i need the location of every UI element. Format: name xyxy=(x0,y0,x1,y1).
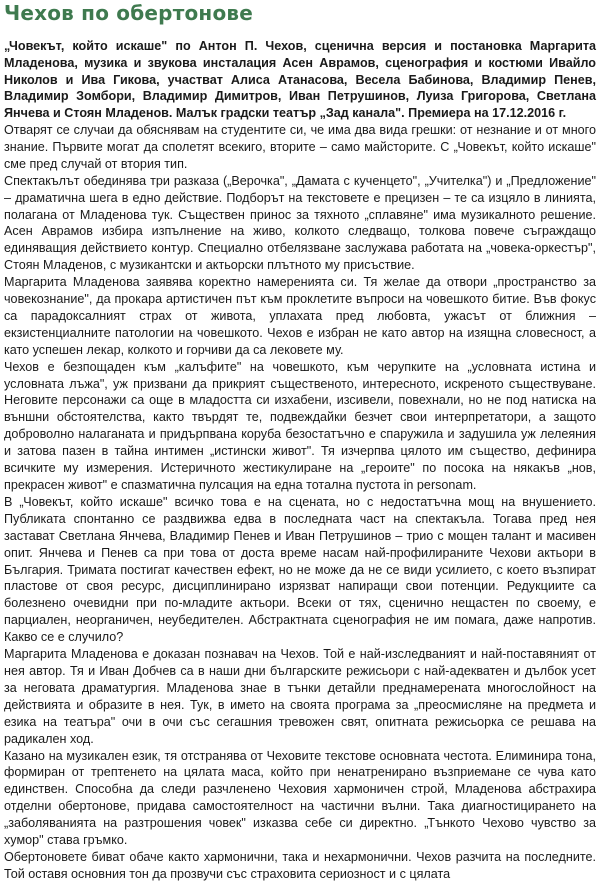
paragraph-6: Маргарита Младенова е доказан познавач на Чехов. Той е най-изследваният и най-поставяният от нея автор. Тя и Иван Добчев са в наши дни българските режисьори с най-адекватен и дълбок усет за неговата драматургия. Младенова знае в тънки детайли преднамерената многослойност на действията и образите в нея. Тук, в името на своята програма за „преосмисляне на предмета и езика на театъра" очи в очи със сегашния тревожен свят, опитната режисьорка се решава на радикален ход. xyxy=(4,647,596,746)
article xyxy=(4,0,596,883)
paragraph-4: Чехов е безпощаден към „калъфите" на човешкото, към черупките на „условната истина и условната лъжа", уж призвани да прикрият същественото, интересното, искреното съществуване. Неговите персонажи са още в младостта си изхабени, изсивели, повехнали, но не под натиска на външни обстоятелства, както твърдят те, подвеждайки безчет свои интерпретатори, а защото доброволно налаганата и придърпвана коруба безостатъчно е спаружила и задушила уж лелеяния и затова пазен в тайна интимен „истински живот". Тя изчерпва цялото им същество, дефинира всичките му измерения. Истеричното жестикулиране на „героите" по посока на някакъв „нов, прекрасен живот" е спазматична пулсация на една тотална пустота in personam. xyxy=(4,359,596,493)
production-credits: „Човекът, който искаше" по Антон П. Чехов, сценична версия и постановка Маргарита Младенова, музика и звукова инсталация Асен Аврамов, сценография и костюми Ивайло Николов и Ива Гикова, участват Алиса Атанасова, Весела Бабинова, Владимир Пенев, Владимир Зомбори, Владимир Димитров, Иван Петрушинов, Луиза Григорова, Светлана Янчева и Стоян Младенов. Малък градски театър „Зад канала". Премиера на 17.12.2016 г. xyxy=(4,39,596,121)
paragraph-8: Обертоновете биват обаче както хармонични, така и нехармонични. Чехов разчита на последните. Той оставя основния тон да прозвучи със страховита сериозност и с цялата xyxy=(4,849,596,881)
article-title: Чехов по обертонове xyxy=(4,1,254,25)
paragraph-2: Спектакълът обединява три разказа („Верочка", „Дамата с кученцето", „Учителка") и „Предложение" – драматична шега в едно действие. Подборът на текстовете е прецизен – те са изцяло в линията, полагана от Младенова тук. Съществен принос за тяхното „сплавяне" има музикалното решение. Асен Аврамов избира изпълнение на живо, колкото следващо, толкова повече съграждащо единяващия действието контур. Специално отбелязване заслужава работата на „човека-оркестър", Стоян Младенов, с музикантски и актьорски плътното му присъствие. xyxy=(4,173,596,273)
paragraph-1: Отварят се случаи да обяснявам на студентите си, че има два вида грешки: от незнание и от много знание. Първите могат да сполетят всекиго, вторите – само майсторите. С „Човекът, който искаше" сме пред случай от втория тип. xyxy=(4,122,596,171)
paragraph-3: Маргарита Младенова заявява коректно намеренията си. Тя желае да отвори „пространство за човекознание", да прокара артистичен път към проклетите въпроси на човешкото битие. Във фокус са парадоксалният страх от живота, уплахата пред любовта, ужасът от ближния – екзистенциалните патологии на човешкото. Чехов е избран не като автор на изящна словесност, а като успешен лекар, колкото и горчиви да са лековете му. xyxy=(4,275,596,357)
paragraph-5: В „Човекът, който искаше" всичко това е на сцената, но с недостатъчна мощ на внушението. Публиката спонтанно се раздвижва едва в последната част на спектакъла. Тогава пред нея застават Светлана Янчева, Владимир Пенев и Иван Петрушинов – трио с мощен талант и масивен опит. Янчева и Пенев са при това от доста време насам най-профилираните Чехови актьори в България. Тримата постигат качествен ефект, но не може да не се види усилието, с което възпират пластове от своя ресурс, дисциплинирано изрязват напиращи свои потенции. Редукциите са болезнено очевидни при по-младите актьори. Всеки от тях, сценично нещастен по своему, е парциален, неорганичен, неубедителен. Абстрактната сценография не им помага, даже напротив. Какво се е случило? xyxy=(4,494,596,645)
paragraph-7: Казано на музикален език, тя отстранява от Чеховите текстове основната честота. Елиминира тона, формиран от трептенето на цялата маса, който при ненатренирано възприемане се чува като единствен. Способна да следи разчленено Чеховия хармоничен строй, Младенова абстрахира отделни обертонове, придава самостоятелност на частични вълни. Така диагностицирането на „заболяванията на разтрошения човек" изказва себе си директно. „Тънкото Чехово чувство за хумор" става гръмко. xyxy=(4,748,596,848)
